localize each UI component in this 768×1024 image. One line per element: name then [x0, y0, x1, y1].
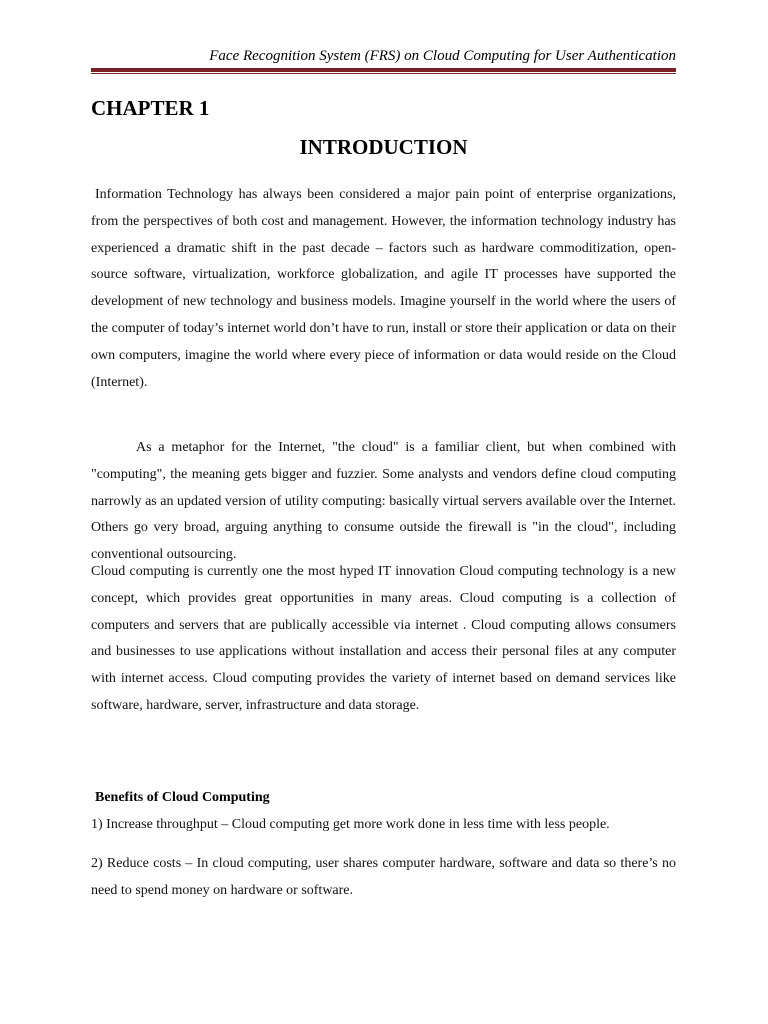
benefit-item-2: 2) Reduce costs – In cloud computing, user shares computer hardware, software and data so there’s no need to spend money on hardware or software.	[91, 856, 676, 898]
benefit-item-1: 1) Increase throughput – Cloud computing get more work done in less time with less people.	[91, 817, 610, 832]
intro-paragraph-2: As a metaphor for the Internet, "the cloud" is a familiar client, but when combined with "computing", the meaning gets bigger and fuzzier. Some analysts and vendors define cloud computing narrowly as an updated version of utility computing: basically virtual servers available over the Internet. Others go very broad, arguing anything to consume outside the firewall is "in the cloud", including conventional outsourcing.	[91, 440, 676, 563]
chapter-title: INTRODUCTION	[299, 135, 468, 159]
intro-paragraph-1: Information Technology has always been considered a major pain point of enterprise organizations, from the perspectives of both cost and management. However, the information technology industry has experienced a dramatic shift in the past decade – factors such as hardware commoditization, open-source software, virtualization, workforce globalization, and agile IT processes have supported the development of new technology and business models. Imagine yourself in the world where the users of the computer of today’s internet world don’t have to run, install or store their application or data on their own computers, imagine the world where every piece of information or data would reside on the Cloud (Internet).	[91, 187, 676, 390]
header-rule	[91, 68, 676, 74]
chapter-label: CHAPTER 1	[91, 96, 210, 120]
intro-paragraph-3: Cloud computing is currently one the most hyped IT innovation Cloud computing technology is a new concept, which provides great opportunities in many areas. Cloud computing is a collection of computers and servers that are publically accessible via internet . Cloud computing allows consumers and businesses to use applications without installation and access their personal files at any computer with internet access. Cloud computing provides the variety of internet based on demand services like software, hardware, server, infrastructure and data storage.	[91, 564, 676, 713]
benefits-heading: Benefits of Cloud Computing	[95, 790, 270, 805]
running-header: Face Recognition System (FRS) on Cloud Computing for User Authentication	[209, 48, 676, 64]
